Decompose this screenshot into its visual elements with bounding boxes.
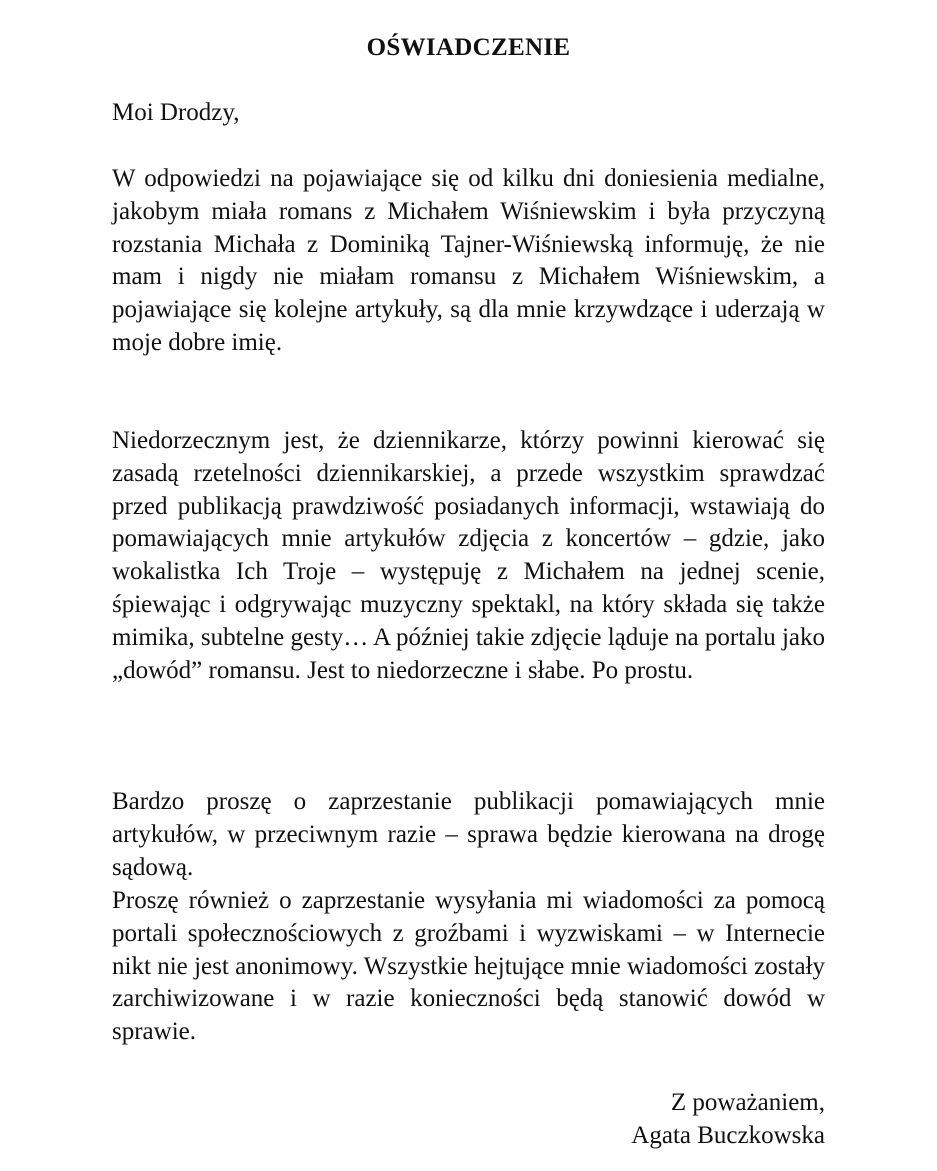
closing-salutation: Z poważaniem, bbox=[670, 1089, 825, 1116]
statement-document bbox=[112, 0, 825, 1171]
greeting: Moi Drodzy, bbox=[112, 99, 240, 126]
paragraph-4: Proszę również o zaprzestanie wysyłania mi wiadomości za pomocą portali społecznościowych z groźbami i wyzwiskami – w Internecie nikt nie jest anonimowy. Wszystkie hejtujące mnie wiadomości zostały zarchiwizowane i w razie konieczności będą stanowić dowód w sprawie. bbox=[112, 887, 825, 1046]
paragraph-3: Bardzo proszę o zaprzestanie publikacji pomawiających mnie artykułów, w przeciwnym razie – sprawa będzie kierowana na drogę sądową. bbox=[112, 788, 825, 881]
document-title: OŚWIADCZENIE bbox=[366, 34, 571, 61]
paragraph-2: Niedorzecznym jest, że dziennikarze, którzy powinni kierować się zasadą rzetelności dziennikarskiej, a przede wszystkim sprawdzać przed publikacją prawdziwość posiadanych informacji, wstawiają do pomawiających mnie artykułów zdjęcia z koncertów – gdzie, jako wokalistka Ich Troje – występuję z Michałem na jednej scenie, śpiewając i odgrywając muzyczny spektakl, na który składa się także mimika, subtelne gesty… A później takie zdjęcie ląduje na portalu jako „dowód” romansu. Jest to niedorzeczne i słabe. Po prostu. bbox=[112, 427, 825, 684]
paragraph-1: W odpowiedzi na pojawiające się od kilku dni doniesienia medialne, jakobym miała romans z Michałem Wiśniewskim i była przyczyną rozstania Michała z Dominiką Tajner-Wiśniewską informuję, że nie mam i nigdy nie miałam romansu z Michałem Wiśniewskim, a pojawiające się kolejne artykuły, są dla mnie krzywdzące i uderzają w moje dobre imię. bbox=[112, 165, 825, 356]
signature-name: Agata Buczkowska bbox=[631, 1121, 825, 1149]
closing-block bbox=[631, 1087, 825, 1153]
